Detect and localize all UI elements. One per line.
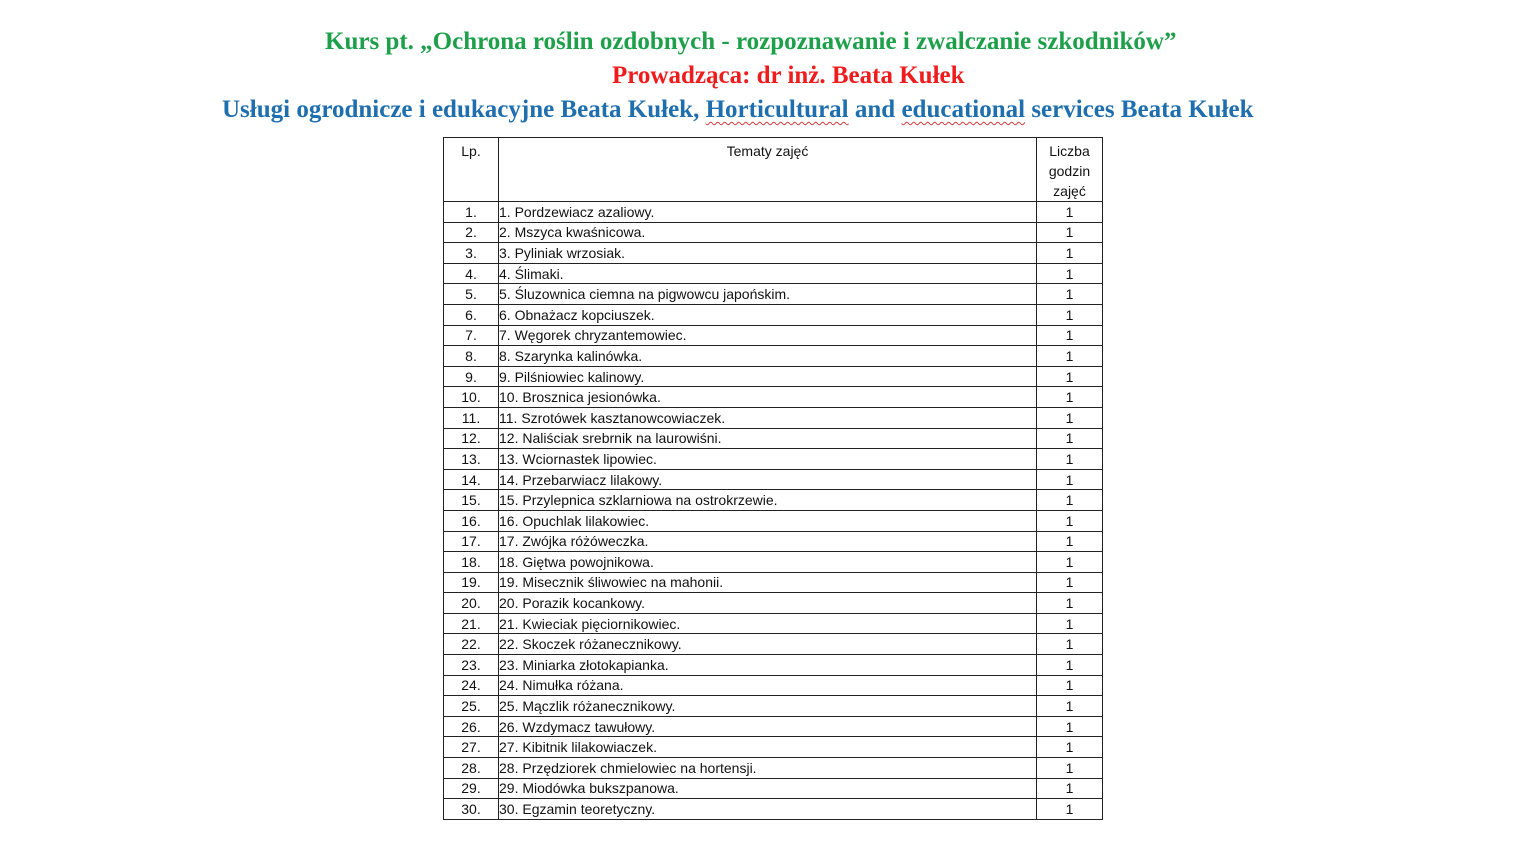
row-topic: 21. Kwieciak pięciornikowiec. [499,613,1037,634]
table-row [444,407,1103,428]
header-hours-line-2: godzin [1048,163,1091,179]
row-hours: 1 [1037,222,1103,243]
row-hours: 1 [1037,593,1103,614]
table-row [444,428,1103,449]
table-row [444,263,1103,284]
row-lp: 8. [444,346,499,367]
table-row [444,325,1103,346]
row-lp: 3. [444,243,499,264]
row-lp: 22. [444,634,499,655]
table-row [444,696,1103,717]
table-row [444,243,1103,264]
table-row [444,799,1103,820]
course-schedule-table [443,137,1103,820]
row-lp: 30. [444,799,499,820]
row-lp: 9. [444,366,499,387]
row-hours: 1 [1037,799,1103,820]
row-hours: 1 [1037,737,1103,758]
table-row [444,675,1103,696]
row-lp: 26. [444,716,499,737]
table-row [444,490,1103,511]
row-lp: 24. [444,675,499,696]
row-lp: 11. [444,407,499,428]
header-hours-line-3: zajęć [1053,183,1086,199]
row-lp: 7. [444,325,499,346]
row-topic: 30. Egzamin teoretyczny. [499,799,1037,820]
table-row [444,304,1103,325]
table-row [444,222,1103,243]
row-topic: 16. Opuchlak lilakowiec. [499,510,1037,531]
row-lp: 10. [444,387,499,408]
row-lp: 21. [444,613,499,634]
row-hours: 1 [1037,263,1103,284]
instructor-line: Prowadząca: dr inż. Beata Kułek [612,62,965,89]
row-lp: 18. [444,552,499,573]
row-topic: 13. Wciornastek lipowiec. [499,449,1037,470]
table-row [444,613,1103,634]
row-hours: 1 [1037,202,1103,223]
table-body [444,202,1103,820]
row-hours: 1 [1037,634,1103,655]
table-row [444,346,1103,367]
row-lp: 12. [444,428,499,449]
row-topic: 18. Giętwa powojnikowa. [499,552,1037,573]
row-hours: 1 [1037,613,1103,634]
company-line-part-1: Usługi ogrodnicze i edukacyjne Beata Kułek, [222,96,706,123]
table-row [444,572,1103,593]
table-row [444,284,1103,305]
row-topic: 17. Zwójka różóweczka. [499,531,1037,552]
table-row [444,510,1103,531]
company-line-part-4: educational [901,96,1026,123]
table-row [444,552,1103,573]
row-topic: 8. Szarynka kalinówka. [499,346,1037,367]
table-row [444,634,1103,655]
row-topic: 9. Pilśniowiec kalinowy. [499,366,1037,387]
row-topic: 29. Miodówka bukszpanowa. [499,778,1037,799]
row-hours: 1 [1037,346,1103,367]
table-row [444,366,1103,387]
table-row [444,655,1103,676]
row-hours: 1 [1037,284,1103,305]
table-row [444,449,1103,470]
row-hours: 1 [1037,572,1103,593]
row-hours: 1 [1037,428,1103,449]
row-hours: 1 [1037,675,1103,696]
header-topic: Tematy zajęć [499,138,1037,202]
row-hours: 1 [1037,510,1103,531]
company-line [222,95,1254,125]
row-lp: 5. [444,284,499,305]
row-lp: 6. [444,304,499,325]
row-hours: 1 [1037,304,1103,325]
header-hours [1037,138,1103,202]
row-lp: 20. [444,593,499,614]
row-lp: 4. [444,263,499,284]
row-lp: 15. [444,490,499,511]
row-hours: 1 [1037,469,1103,490]
row-topic: 14. Przebarwiacz lilakowy. [499,469,1037,490]
table-row [444,387,1103,408]
row-topic: 11. Szrotówek kasztanowcowiaczek. [499,407,1037,428]
row-topic: 2. Mszyca kwaśnicowa. [499,222,1037,243]
table-row [444,593,1103,614]
row-topic: 23. Miniarka złotokapianka. [499,655,1037,676]
company-line-part-3: and [848,96,902,123]
row-lp: 17. [444,531,499,552]
row-lp: 28. [444,758,499,779]
company-line-part-5: services Beata Kułek [1025,96,1254,123]
row-topic: 6. Obnażacz kopciuszek. [499,304,1037,325]
header-lp: Lp. [444,138,499,202]
table-row [444,716,1103,737]
row-topic: 1. Pordzewiacz azaliowy. [499,202,1037,223]
row-lp: 27. [444,737,499,758]
table-row [444,469,1103,490]
row-hours: 1 [1037,490,1103,511]
row-topic: 12. Naliściak srebrnik na laurowiśni. [499,428,1037,449]
row-topic: 22. Skoczek różanecznikowy. [499,634,1037,655]
header-hours-line-1: Liczba [1049,143,1090,159]
row-lp: 25. [444,696,499,717]
row-hours: 1 [1037,655,1103,676]
row-hours: 1 [1037,449,1103,470]
table-row [444,202,1103,223]
row-lp: 23. [444,655,499,676]
row-topic: 4. Ślimaki. [499,263,1037,284]
row-hours: 1 [1037,778,1103,799]
table-row [444,531,1103,552]
row-hours: 1 [1037,387,1103,408]
table-row [444,737,1103,758]
row-topic: 10. Brosznica jesionówka. [499,387,1037,408]
company-line-part-2: Horticultural [705,96,849,123]
row-hours: 1 [1037,366,1103,387]
row-hours: 1 [1037,716,1103,737]
table-header-row [444,138,1103,202]
row-lp: 14. [444,469,499,490]
row-lp: 19. [444,572,499,593]
row-hours: 1 [1037,243,1103,264]
row-hours: 1 [1037,531,1103,552]
row-topic: 15. Przylepnica szklarniowa na ostrokrzewie. [499,490,1037,511]
row-hours: 1 [1037,552,1103,573]
row-topic: 25. Mączlik różanecznikowy. [499,696,1037,717]
row-lp: 16. [444,510,499,531]
row-topic: 28. Przędziorek chmielowiec na hortensji. [499,758,1037,779]
row-topic: 5. Śluzownica ciemna na pigwowcu japońskim. [499,284,1037,305]
row-topic: 7. Węgorek chryzantemowiec. [499,325,1037,346]
table-row [444,758,1103,779]
row-topic: 20. Porazik kocankowy. [499,593,1037,614]
row-lp: 1. [444,202,499,223]
course-title: Kurs pt. „Ochrona roślin ozdobnych - rozpoznawanie i zwalczanie szkodników” [325,28,1177,55]
row-lp: 29. [444,778,499,799]
row-topic: 24. Nimułka różana. [499,675,1037,696]
table-row [444,778,1103,799]
row-hours: 1 [1037,407,1103,428]
row-lp: 2. [444,222,499,243]
row-hours: 1 [1037,758,1103,779]
row-topic: 26. Wzdymacz tawułowy. [499,716,1037,737]
row-topic: 27. Kibitnik lilakowiaczek. [499,737,1037,758]
row-hours: 1 [1037,325,1103,346]
row-lp: 13. [444,449,499,470]
row-topic: 3. Pyliniak wrzosiak. [499,243,1037,264]
row-hours: 1 [1037,696,1103,717]
row-topic: 19. Misecznik śliwowiec na mahonii. [499,572,1037,593]
